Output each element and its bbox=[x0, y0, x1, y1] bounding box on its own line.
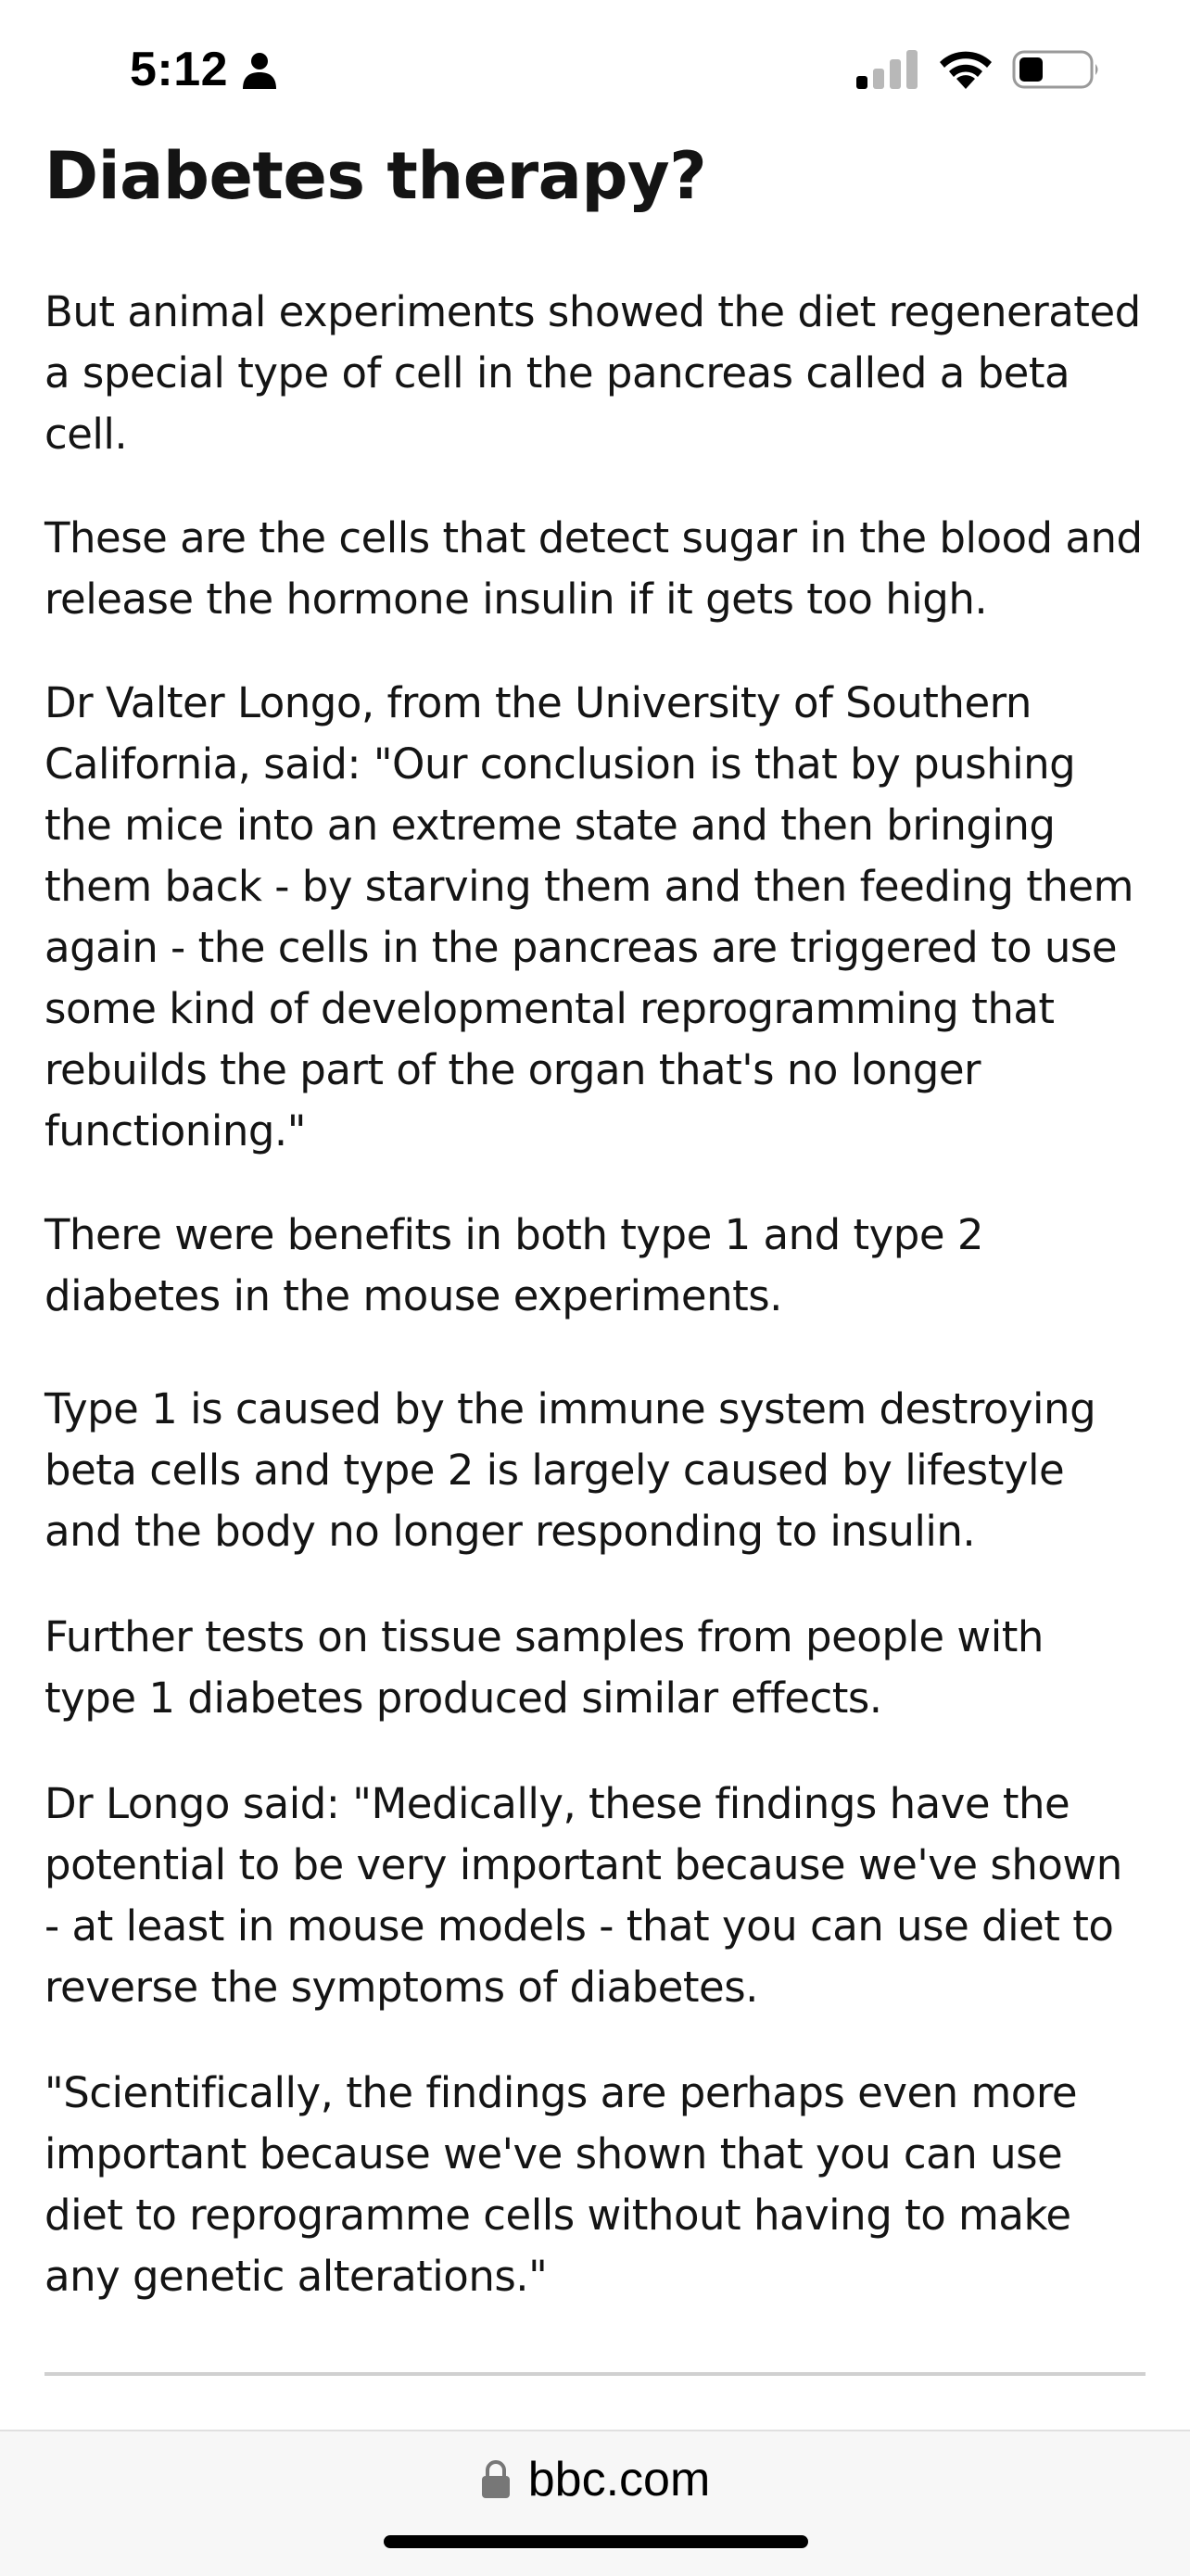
url-text[interactable]: bbc.com bbox=[527, 2453, 711, 2507]
article-paragraph: Further tests on tissue samples from people with type 1 diabetes produced similar effects. bbox=[44, 1612, 1044, 1723]
person-icon bbox=[239, 50, 280, 91]
lock-icon bbox=[480, 2459, 512, 2500]
article-paragraph: There were benefits in both type 1 and type 2 diabetes in the mouse experiments. bbox=[44, 1210, 983, 1320]
status-bar bbox=[0, 0, 1190, 139]
wifi-icon bbox=[936, 48, 995, 91]
article-paragraph: Dr Valter Longo, from the University of Southern California, said: "Our conclusion is that by pushing the mice into an extreme state and then bringing them back - by starving them and then feeding them again - the cells in the pancreas are triggered to use some kind of developmental reprogramming that rebuilds the part of the organ that's no longer functioning." bbox=[44, 678, 1133, 1155]
home-indicator[interactable] bbox=[384, 2535, 808, 2548]
section-divider bbox=[44, 2372, 1146, 2376]
article-paragraph: But animal experiments showed the diet regenerated a special type of cell in the pancreas called a beta cell. bbox=[44, 287, 1141, 459]
url-field[interactable] bbox=[0, 2443, 1190, 2517]
article-paragraph: These are the cells that detect sugar in the blood and release the hormone insulin if it gets too high. bbox=[44, 513, 1143, 624]
article-paragraph: Type 1 is caused by the immune system destroying beta cells and type 2 is largely caused by lifestyle and the body no longer responding to insulin. bbox=[44, 1384, 1096, 1556]
article-paragraph: Dr Longo said: "Medically, these findings have the potential to be very important because we've shown - at least in mouse models - that you can use diet to reverse the symptoms of diabetes. bbox=[44, 1779, 1122, 2012]
article-headline: Diabetes therapy? bbox=[44, 138, 707, 214]
cellular-signal-icon bbox=[855, 48, 919, 91]
article-paragraph: "Scientifically, the findings are perhaps even more important because we've shown that you can use diet to reprogramme cells without having to make any genetic alterations." bbox=[44, 2068, 1078, 2301]
article bbox=[44, 130, 1147, 2301]
battery-icon bbox=[1012, 48, 1101, 91]
status-time: 5:12 bbox=[130, 43, 229, 96]
